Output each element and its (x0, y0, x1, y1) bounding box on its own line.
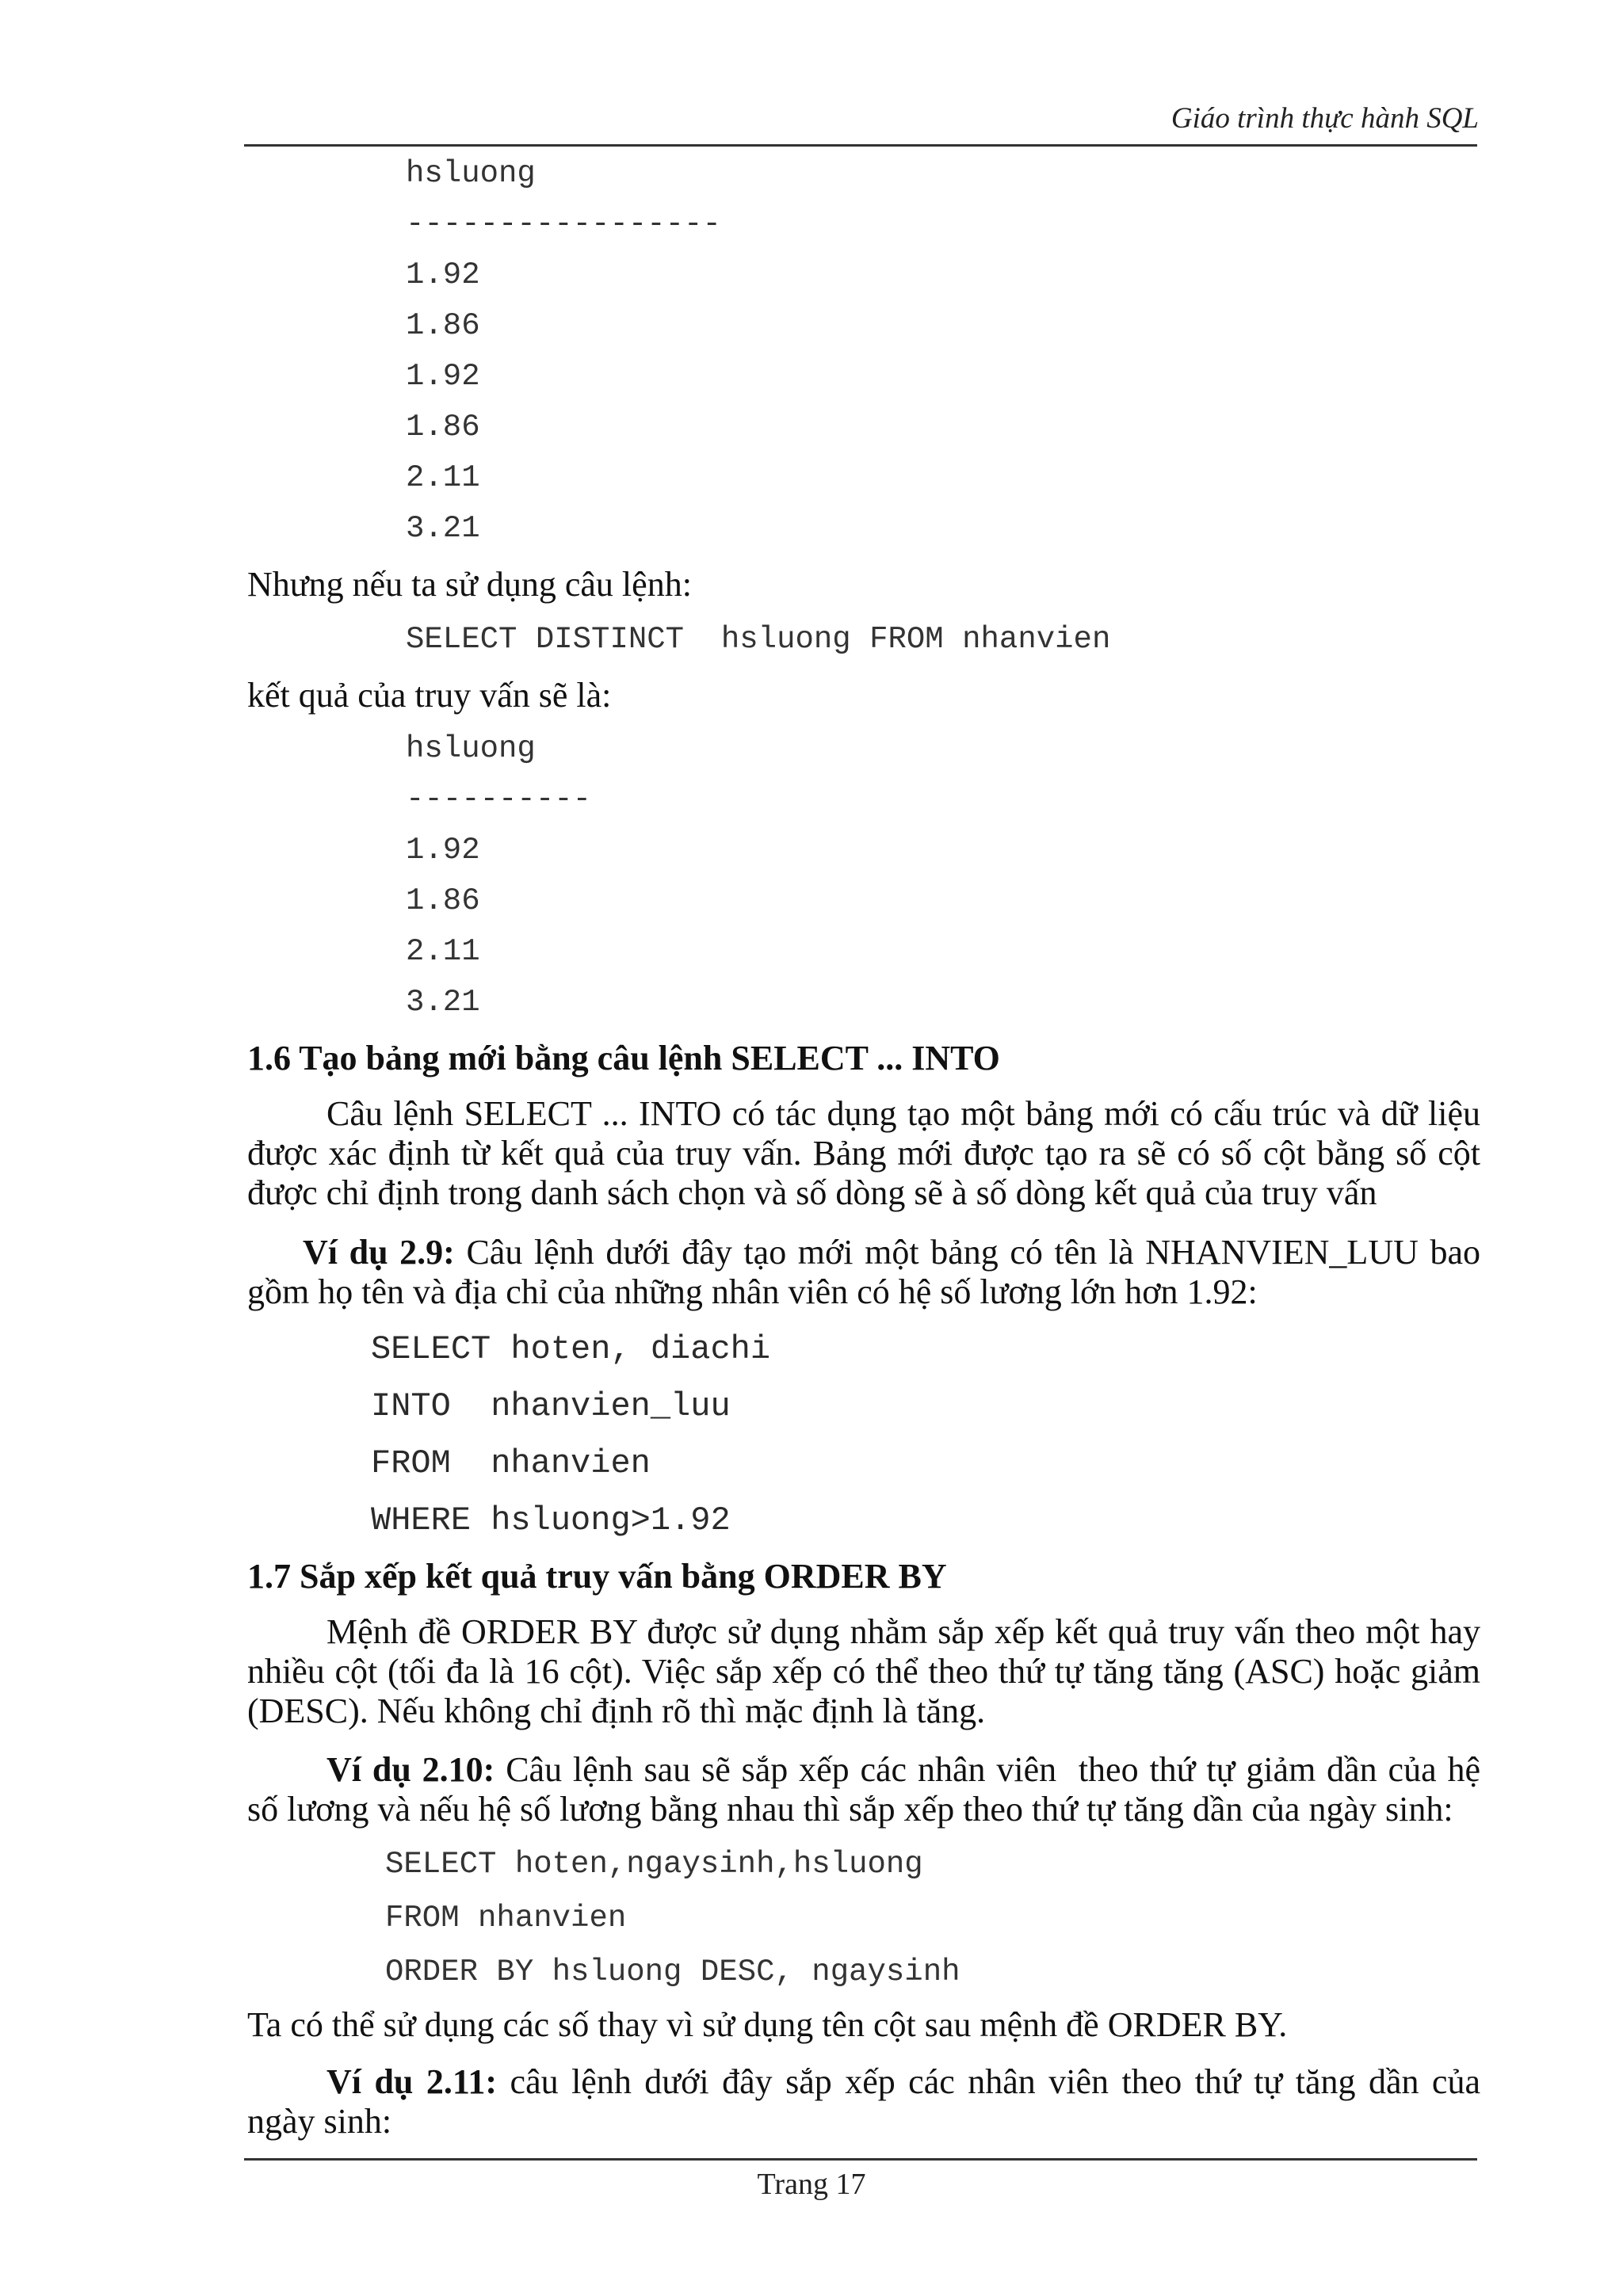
paragraph-line: (DESC). Nếu không chỉ định rõ thì mặc định là tăng. (247, 1691, 986, 1730)
code-line: WHERE hsluong>1.92 (371, 1501, 731, 1539)
section-heading-1-7: 1.7 Sắp xếp kết quả truy vấn bằng ORDER BY (247, 1557, 947, 1596)
example-label: Ví dụ 2.10: (327, 1750, 495, 1789)
result-separator: ----------------- (406, 207, 721, 242)
result-value: 2.11 (406, 460, 480, 495)
example-text: câu lệnh dưới đây sắp xếp các nhân viên theo thứ tự tăng dần của (497, 2062, 1480, 2101)
paragraph-result-is: kết quả của truy vấn sẽ là: (247, 676, 612, 715)
example-label: Ví dụ 2.11: (327, 2062, 498, 2101)
example-2-10-line-1 (247, 1749, 1480, 1791)
example-2-11-line-2: ngày sinh: (247, 2102, 392, 2141)
example-2-11-line-1 (247, 2061, 1480, 2103)
result-value: 1.92 (406, 833, 480, 868)
example-2-10-line-2: số lương và nếu hệ số lương bằng nhau thì sắp xếp theo thứ tự tăng dần của ngày sinh: (247, 1790, 1453, 1829)
code-line: INTO nhanvien_luu (371, 1387, 731, 1425)
example-label: Ví dụ 2.9: (303, 1233, 455, 1272)
result-separator: ---------- (406, 782, 592, 817)
code-line: ORDER BY hsluong DESC, ngaysinh (385, 1955, 960, 1989)
example-2-9-line-2: gồm họ tên và địa chỉ của những nhân viên có hệ số lương lớn hơn 1.92: (247, 1272, 1258, 1311)
result-value: 2.11 (406, 934, 480, 969)
result-value: 3.21 (406, 985, 480, 1020)
result-value: 1.92 (406, 257, 480, 292)
code-line: FROM nhanvien (371, 1444, 651, 1482)
result-column-header: hsluong (406, 731, 536, 766)
paragraph-numbers: Ta có thể sử dụng các số thay vì sử dụng tên cột sau mệnh đề ORDER BY. (247, 2005, 1288, 2044)
code-line: FROM nhanvien (385, 1901, 627, 1936)
result-column-header: hsluong (406, 156, 536, 191)
header-title: Giáo trình thực hành SQL (1170, 102, 1479, 135)
paragraph-line: Mệnh đề ORDER BY được sử dụng nhằm sắp xếp kết quả truy vấn theo một hay (327, 1612, 1480, 1651)
example-text: Câu lệnh sau sẽ sắp xếp các nhân viên theo thứ tự giảm dần của hệ (495, 1750, 1481, 1789)
paragraph-line: nhiều cột (tối đa là 16 cột). Việc sắp xếp có thể theo thứ tự tăng tăng (ASC) hoặc giảm (247, 1652, 1480, 1691)
page-number: Trang 17 (757, 2168, 866, 2201)
paragraph-but-if: Nhưng nếu ta sử dụng câu lệnh: (247, 565, 692, 604)
result-value: 1.86 (406, 410, 480, 444)
code-select-distinct: SELECT DISTINCT hsluong FROM nhanvien (406, 622, 1111, 657)
example-text: Câu lệnh dưới đây tạo mới một bảng có tên là NHANVIEN_LUU bao (454, 1233, 1481, 1272)
example-2-9-line-1 (247, 1232, 1480, 1273)
paragraph-line: được chỉ định trong danh sách chọn và số dòng sẽ à số dòng kết quả của truy vấn (247, 1173, 1377, 1212)
header-rule (244, 144, 1477, 147)
result-value: 3.21 (406, 511, 480, 546)
code-line: SELECT hoten,ngaysinh,hsluong (385, 1847, 923, 1882)
section-heading-1-6: 1.6 Tạo bảng mới bằng câu lệnh SELECT ... INTO (247, 1039, 1000, 1077)
result-value: 1.86 (406, 883, 480, 918)
result-value: 1.92 (406, 359, 480, 394)
paragraph-line: Câu lệnh SELECT ... INTO có tác dụng tạo một bảng mới có cấu trúc và dữ liệu (327, 1094, 1480, 1133)
result-value: 1.86 (406, 308, 480, 343)
footer-rule (244, 2158, 1477, 2161)
paragraph-line: được xác định từ kết quả của truy vấn. Bảng mới được tạo ra sẽ có số cột bằng số cột (247, 1134, 1480, 1173)
code-line: SELECT hoten, diachi (371, 1330, 771, 1368)
